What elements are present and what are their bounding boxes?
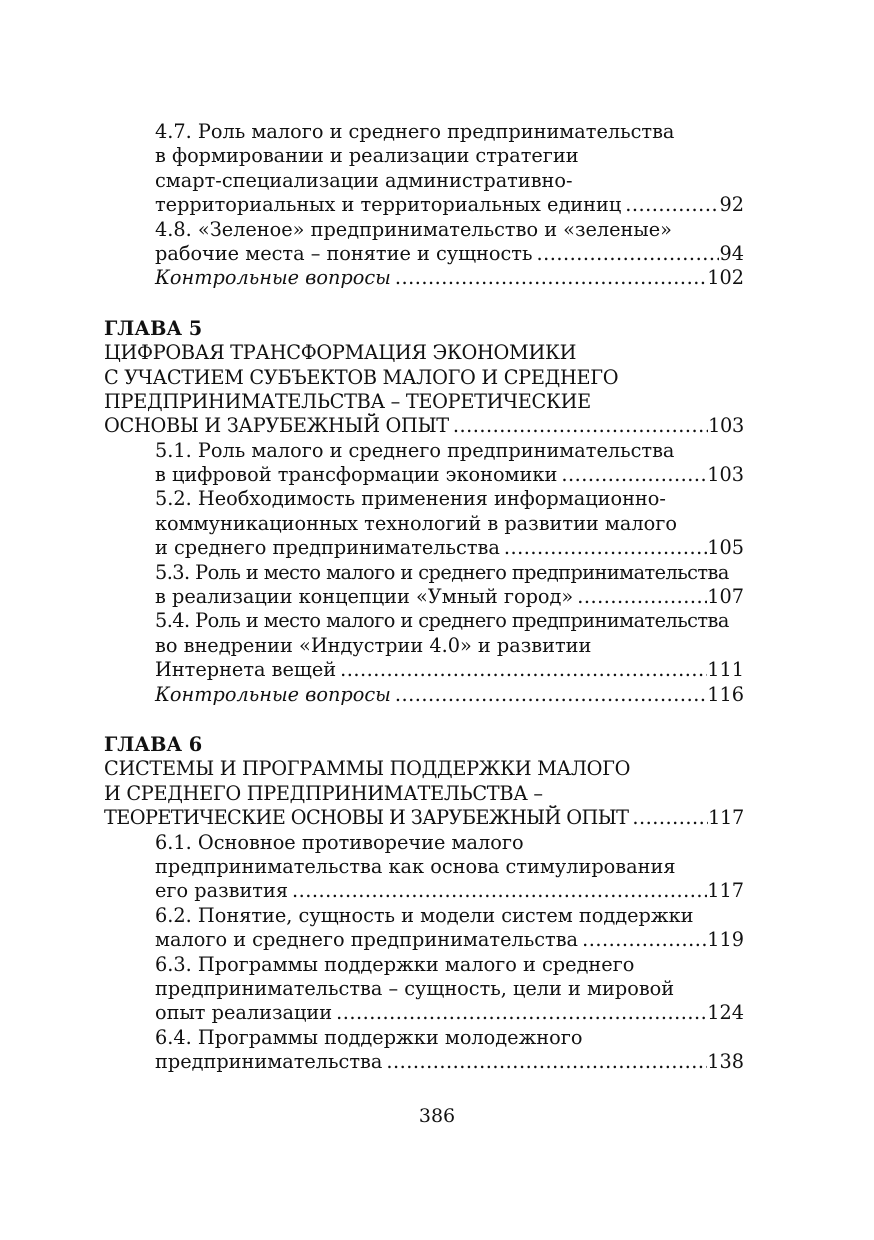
toc-text: предпринимательства [155,1050,383,1074]
toc-text: 5.2. Необходимость применения информационно- [155,487,666,511]
toc-entry-6-4 [104,1050,744,1074]
dot-leader [532,242,719,266]
toc-text: С УЧАСТИЕМ СУБЪЕКТОВ МАЛОГО И СРЕДНЕГО [104,365,619,389]
toc-text: в формировании и реализации стратегии [155,144,579,168]
toc-line [104,561,744,585]
toc-line [104,218,744,242]
dot-leader [621,193,719,217]
page-ref: 119 [707,928,744,952]
dot-leader [500,536,707,560]
page-ref: 105 [707,536,744,560]
dot-leader [449,414,708,438]
toc-entry-questions-4 [104,266,744,290]
toc-text: предпринимательства как основа стимулирования [155,854,676,878]
spacer [104,291,744,317]
toc-entry-chapter-5 [104,414,744,438]
toc-line [104,757,744,781]
page-ref: 111 [707,658,744,682]
toc-line [104,782,744,806]
toc-line [104,512,744,536]
dot-leader [336,658,707,682]
dot-leader [382,1050,707,1074]
toc-text: рабочие места – понятие и сущность [155,241,533,265]
toc-line [104,366,744,390]
toc-text: 5.4. Роль и место малого и среднего предпринимательства [155,609,729,633]
toc-text: 4.8. «Зеленое» предпринимательство и «зеленые» [155,217,672,241]
toc-text: 6.1. Основное противоречие малого [155,830,524,854]
toc-text: Контрольные вопросы [155,682,391,706]
page-ref: 124 [707,1001,744,1025]
toc-line [104,609,744,633]
toc-line [104,831,744,855]
dot-leader [557,463,707,487]
toc-entry-4-7 [104,193,744,217]
page-ref: 107 [707,585,744,609]
toc-entry-5-4 [104,658,744,682]
toc-line [104,487,744,511]
toc-line [104,855,744,879]
toc-text: его развития [155,879,288,903]
toc-text: в цифровой трансформации экономики [155,463,558,487]
toc-text: ОСНОВЫ И ЗАРУБЕЖНЫЙ ОПЫТ [104,414,449,438]
spacer [104,707,744,733]
toc-text: и среднего предпринимательства [155,536,500,560]
dot-leader [391,266,707,290]
page-ref: 103 [707,463,744,487]
toc-text: во внедрении «Индустрии 4.0» и развитии [155,633,592,657]
toc-line [104,904,744,928]
toc-line [104,439,744,463]
page-number: 386 [418,1105,456,1127]
toc-text: опыт реализации [155,1001,333,1025]
toc-text: коммуникационных технологий в развитии малого [155,511,677,535]
toc-text: территориальных и территориальных единиц [155,193,622,217]
page-ref: 116 [707,682,744,706]
toc-text: 5.3. Роль и место малого и среднего предпринимательства [155,560,729,584]
toc-text: 6.4. Программы поддержки молодежного [155,1025,583,1049]
toc-text: в реализации концепции «Умный город» [155,585,574,609]
dot-leader [332,1001,707,1025]
toc-entry-5-3 [104,585,744,609]
chapter-heading [104,317,744,341]
dot-leader [391,683,707,707]
toc-text: малого и среднего предпринимательства [155,928,579,952]
page-ref: 117 [707,879,744,903]
page-ref: 92 [719,193,744,217]
toc-entry-5-2 [104,536,744,560]
page-ref: 117 [708,806,744,830]
page-ref: 94 [719,241,744,265]
toc-text: ТЕОРЕТИЧЕСКИЕ ОСНОВЫ И ЗАРУБЕЖНЫЙ ОПЫТ [104,806,629,830]
dot-leader [578,928,707,952]
toc-entry-chapter-6 [104,806,744,830]
page-ref: 102 [707,266,744,290]
toc-text: СИСТЕМЫ И ПРОГРАММЫ ПОДДЕРЖКИ МАЛОГО [104,757,631,781]
toc-line [104,953,744,977]
toc-entry-6-3 [104,1001,744,1025]
toc-text: ГЛАВА 5 [104,316,203,340]
toc-line [104,390,744,414]
toc-text: Контрольные вопросы [155,266,391,290]
toc-entry-4-8 [104,242,744,266]
table-of-contents [104,120,744,1074]
toc-text: ГЛАВА 6 [104,732,203,756]
page-ref: 103 [708,414,744,438]
toc-text: 6.3. Программы поддержки малого и среднего [155,952,635,976]
toc-line [104,977,744,1001]
chapter-heading [104,733,744,757]
toc-text: Интернета вещей [155,658,337,682]
toc-line [104,1026,744,1050]
toc-text: смарт-специализации административно- [155,168,573,192]
toc-entry-6-2 [104,928,744,952]
page-ref: 138 [707,1050,744,1074]
toc-text: 5.1. Роль малого и среднего предпринимательства [155,438,675,462]
toc-line [104,634,744,658]
toc-text: ЦИФРОВАЯ ТРАНСФОРМАЦИЯ ЭКОНОМИКИ [104,341,577,365]
toc-entry-5-1 [104,463,744,487]
toc-line [104,341,744,365]
toc-text: 4.7. Роль малого и среднего предпринимательства [155,120,675,143]
toc-entry-6-1 [104,879,744,903]
dot-leader [288,879,707,903]
toc-line [104,120,744,144]
toc-line [104,169,744,193]
toc-text: ПРЕДПРИНИМАТЕЛЬСТВА – ТЕОРЕТИЧЕСКИЕ [104,389,591,413]
dot-leader [628,806,708,830]
toc-text: предпринимательства – сущность, цели и мировой [155,976,675,1000]
toc-text: 6.2. Понятие, сущность и модели систем поддержки [155,903,694,927]
dot-leader [573,585,707,609]
toc-line [104,144,744,168]
toc-text: И СРЕДНЕГО ПРЕДПРИНИМАТЕЛЬСТВА – [104,781,543,805]
toc-entry-questions-5 [104,683,744,707]
